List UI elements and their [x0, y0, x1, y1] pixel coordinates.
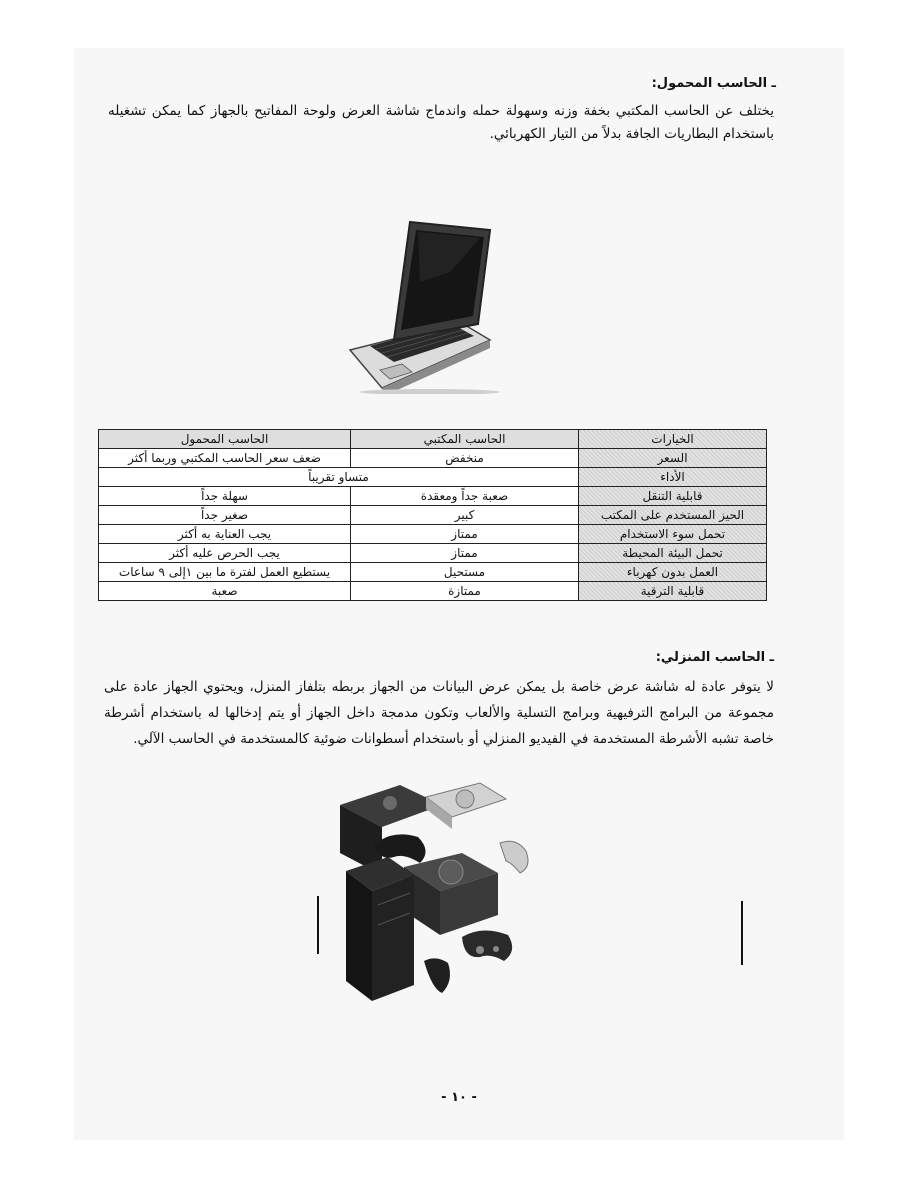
- table-cell-laptop: يجب العناية به أكثر: [99, 525, 351, 544]
- table-cell-laptop: يستطيع العمل لفترة ما بين ١إلى ٩ ساعات: [99, 563, 351, 582]
- table-cell-laptop: يجب الحرص عليه أكثر: [99, 544, 351, 563]
- table-cell-option: قابلية التنقل: [579, 487, 767, 506]
- game-consoles-photo-icon: [330, 775, 532, 1003]
- table-cell-option: الأداء: [579, 468, 767, 487]
- table-cell-desktop: صعبة جداً ومعقدة: [351, 487, 579, 506]
- table-header-row: [99, 430, 767, 449]
- table-cell-laptop: صعبة: [99, 582, 351, 601]
- home-section-heading: ـ الحاسب المنزلي:: [655, 650, 774, 665]
- table-row: [99, 506, 767, 525]
- table-cell-desktop: ممتاز: [351, 525, 579, 544]
- table-cell-desktop: ممتاز: [351, 544, 579, 563]
- table-row: [99, 525, 767, 544]
- table-cell-desktop: مستحيل: [351, 563, 579, 582]
- laptop-section-paragraph: يختلف عن الحاسب المكتبي بخفة وزنه وسهولة حمله واندماج شاشة العرض ولوحة المفاتيح بالجهاز كما يمكن تشغيله باستخدام البطاريات الجافة بدلاً من التيار الكهربائي.: [108, 103, 774, 142]
- table-cell-desktop: ممتازة: [351, 582, 579, 601]
- laptop-section-heading: ـ الحاسب المحمول:: [651, 76, 776, 91]
- table-cell-merged: متساو تقريباً: [99, 468, 579, 487]
- table-row: [99, 544, 767, 563]
- table-row: [99, 449, 767, 468]
- page-number: - ١٠ -: [441, 1090, 477, 1105]
- table-header-cell: الحاسب المحمول: [99, 430, 351, 449]
- table-cell-laptop: ضعف سعر الحاسب المكتبي وربما أكثر: [99, 449, 351, 468]
- table-header-cell: الحاسب المكتبي: [351, 430, 579, 449]
- table-cell-laptop: سهلة جداً: [99, 487, 351, 506]
- table-cell-option: العمل بدون كهرباء: [579, 563, 767, 582]
- page-mark-left: [317, 896, 319, 954]
- table-cell-option: السعر: [579, 449, 767, 468]
- table-row: [99, 487, 767, 506]
- page-mark-right: [741, 901, 743, 965]
- table-cell-option: تحمل سوء الاستخدام: [579, 525, 767, 544]
- table-cell-laptop: صغير جداً: [99, 506, 351, 525]
- table-cell-option: الحيز المستخدم على المكتب: [579, 506, 767, 525]
- table-row: [99, 468, 767, 487]
- comparison-table: [98, 429, 767, 601]
- home-section-paragraph: لا يتوفر عادة له شاشة عرض خاصة بل يمكن عرض البيانات من الجهاز بربطه بتلفاز المنزل، ويحتوي الجهاز عادة على مجموعة من البرامج الترفيهية وبرامج التسلية والألعاب وتكون مدمجة داخل الجهاز أو يتم إدخالها له باستخدام أشرطة خاصة تشبه الأشرطة المستخدمة في الفيديو المنزلي أو باستخدام أسطوانات ضوئية كالمستخدمة في الحاسب الآلي.: [104, 679, 774, 747]
- table-row: [99, 563, 767, 582]
- table-cell-option: قابلية الترقية: [579, 582, 767, 601]
- table-cell-option: تحمل البيئة المحيطة: [579, 544, 767, 563]
- table-header-cell: الخيارات: [579, 430, 767, 449]
- laptop-photo-icon: [340, 212, 500, 394]
- table-cell-desktop: منخفض: [351, 449, 579, 468]
- table-row: [99, 582, 767, 601]
- table-cell-desktop: كبير: [351, 506, 579, 525]
